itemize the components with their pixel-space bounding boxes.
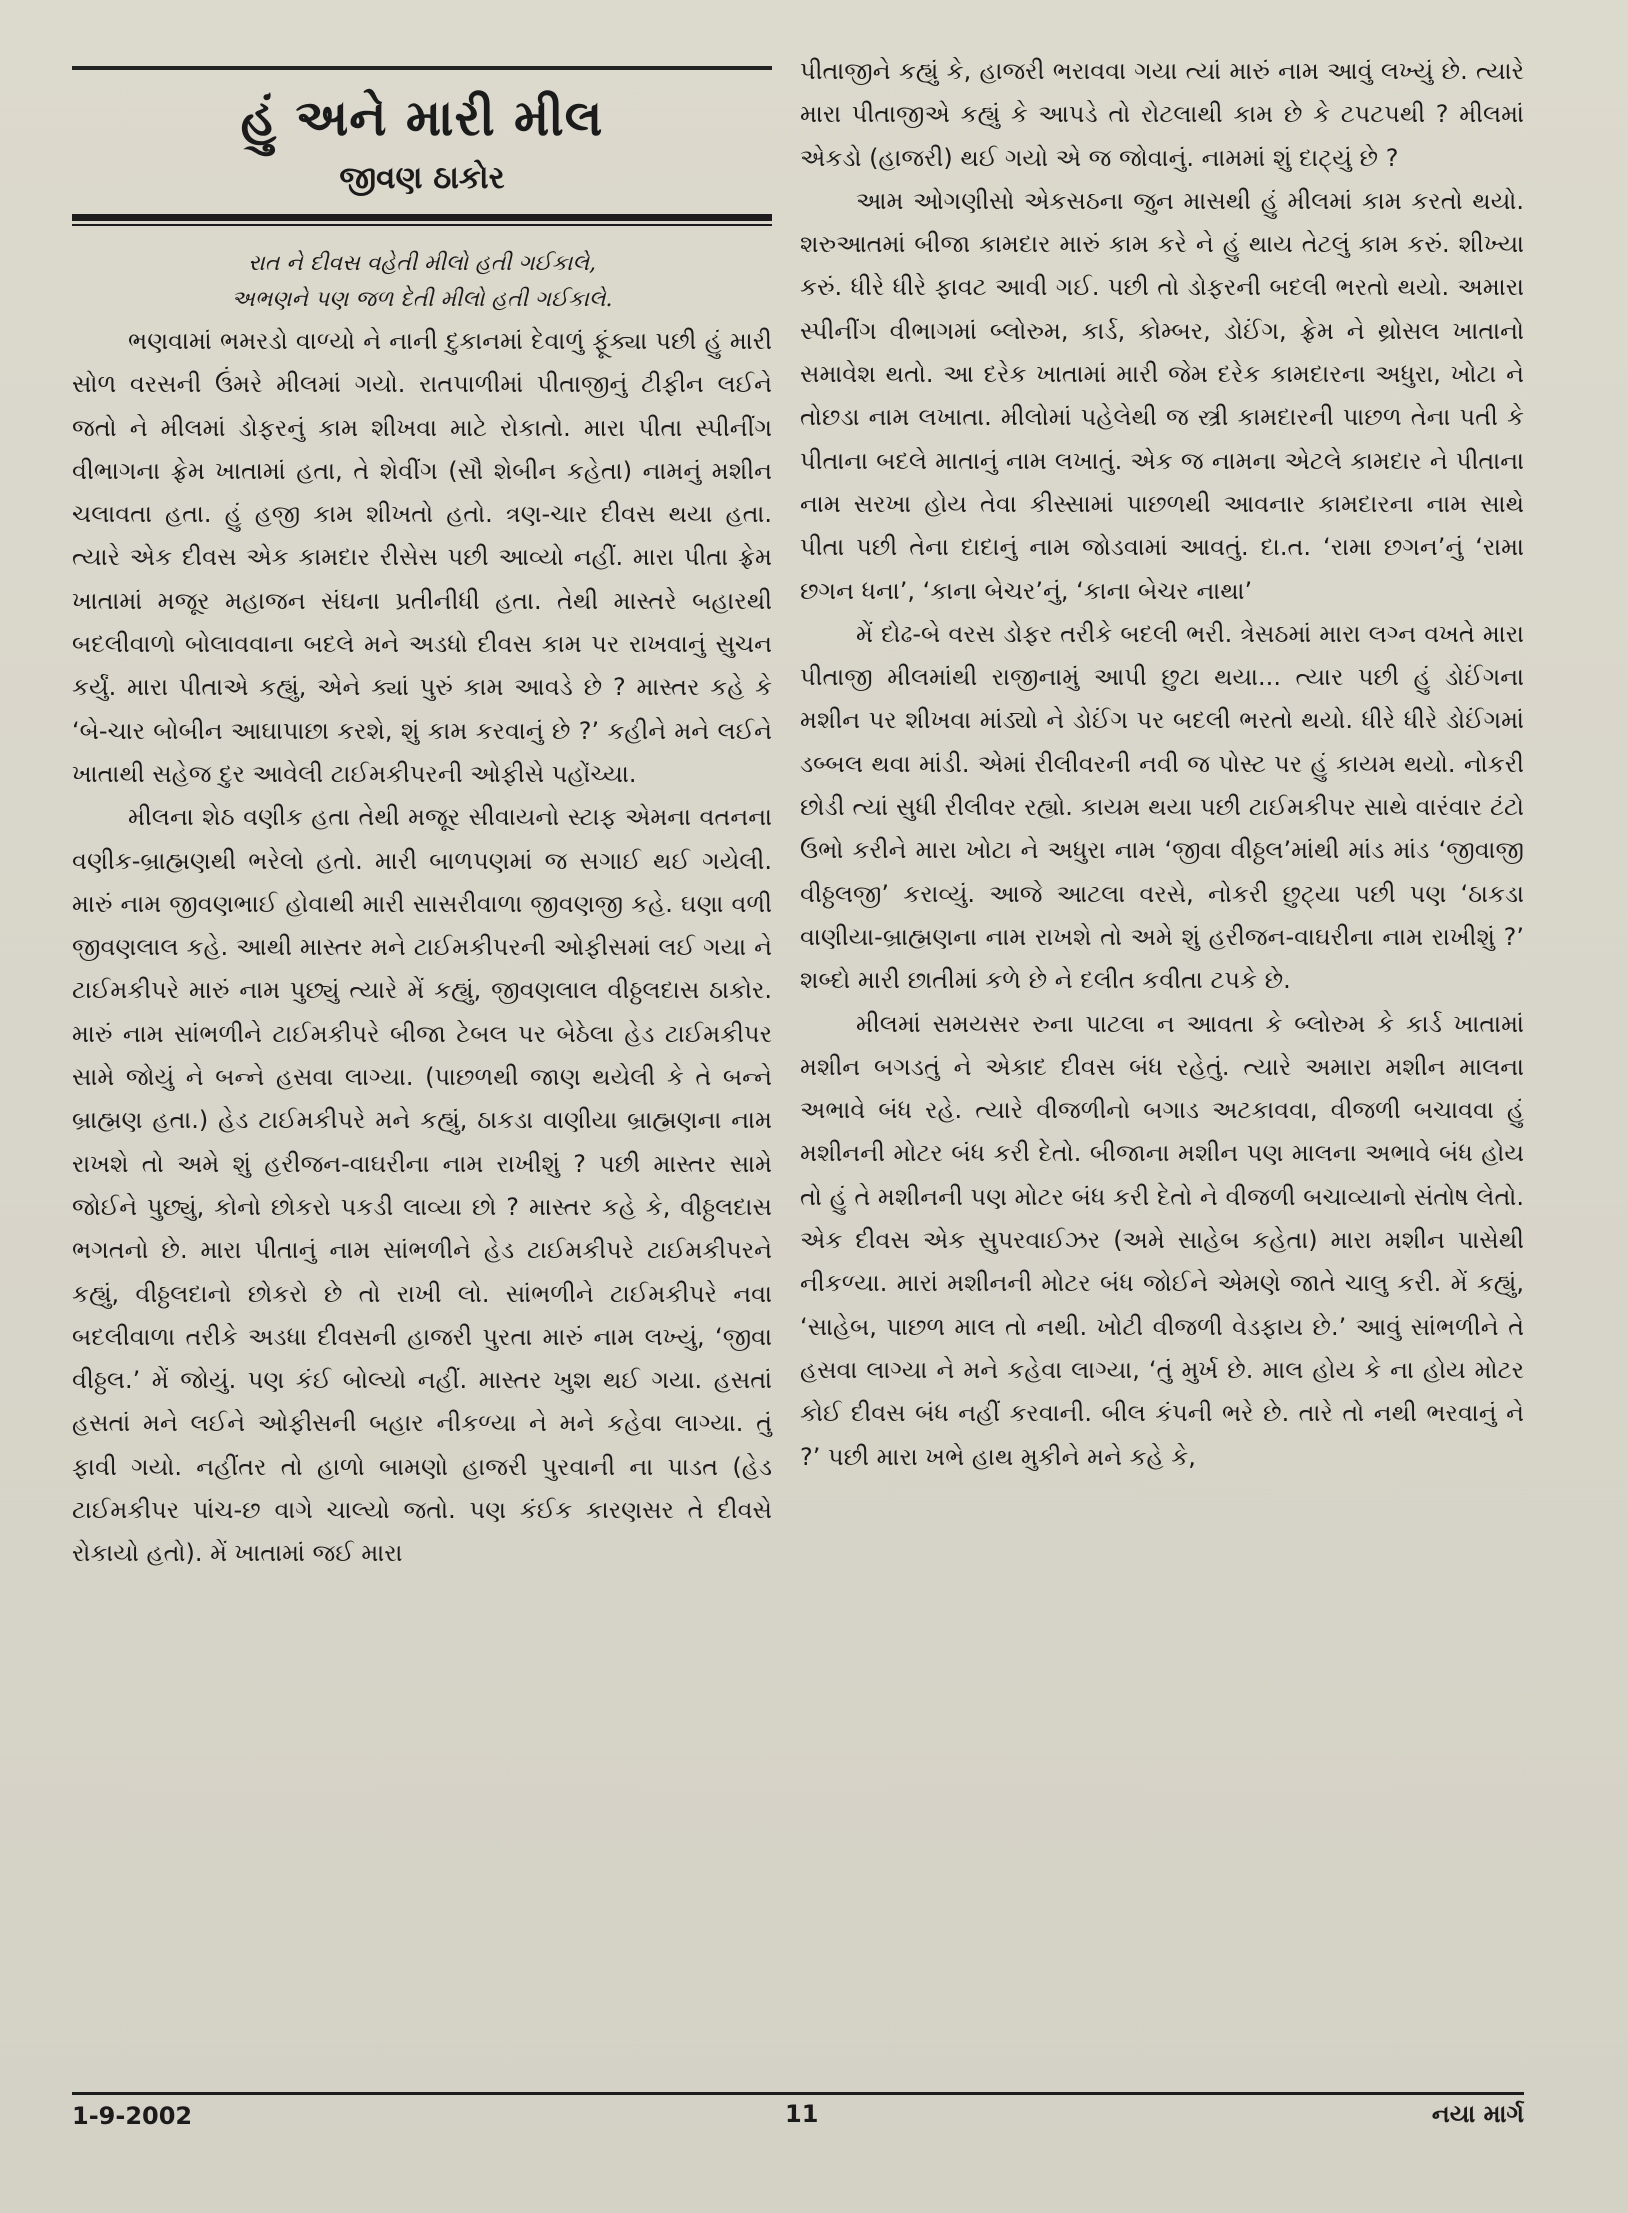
paragraph: મેં દોઢ-બે વરસ ડોફર તરીકે બદલી ભરી. ત્રેસઠમાં મારા લગ્ન વખતે મારા પીતાજી મીલમાંથી રાજીનામું આપી છુટા થયા... ત્યાર પછી હું ડોઈંગના મશીન પર શીખવા માંડ્યો ને ડોઈંગ પર બદલી ભરતો થયો. ધીરે ધીરે ડોઈંગમાં ડબ્બલ થવા માંડી. એમાં રીલીવરની નવી જ પોસ્ટ પર હું કાયમ થયો. નોકરી છોડી ત્યાં સુધી રીલીવર રહ્યો. કાયમ થયા પછી ટાઈમકીપર સાથે વારંવાર ટંટો ઉભો કરીને મારા ખોટા ને અધુરા નામ ‘જીવા વીઠ્ઠલ’માંથી માંડ માંડ ‘જીવાજી વીઠ્ઠલજી’ કરાવ્યું. આજે આટલા વરસે, નોકરી છુટ્યા પછી પણ ‘ઠાકડા વાણીયા-બ્રાહ્મણના નામ રાખશે તો અમે શું હરીજન-વાઘરીના નામ રાખીશું ?’ શબ્દો મારી છાતીમાં કળે છે ને દલીત કવીતા ટપકે છે. <box>800 619 1524 995</box>
title-bottom-rule <box>72 214 772 221</box>
paragraph: મીલના શેઠ વણીક હતા તેથી મજૂર સીવાયનો સ્ટાફ એમના વતનના વણીક-બ્રાહ્મણથી ભરેલો હતો. મારી બાળપણમાં જ સગાઈ થઈ ગયેલી. મારું નામ જીવણભાઈ હોવાથી મારી સાસરીવાળા જીવણજી કહે. ઘણા વળી જીવણલાલ કહે. આથી માસ્તર મને ટાઈમકીપરની ઓફીસમાં લઈ ગયા ને ટાઈમકીપરે મારું નામ પુછ્યું ત્યારે મેં કહ્યું, જીવણલાલ વીઠ્ઠલદાસ ઠાકોર. મારું નામ સાંભળીને ટાઈમકીપરે બીજા ટેબલ પર બેઠેલા હેડ ટાઈમકીપર સામે જોયું ને બન્ને હસવા લાગ્યા. (પાછળથી જાણ થયેલી કે તે બન્ને બ્રાહ્મણ હતા.) હેડ ટાઈમકીપરે મને કહ્યું, ઠાકડા વાણીયા બ્રાહ્મણના નામ રાખશે તો અમે શું હરીજન-વાઘરીના નામ રાખીશું ? પછી માસ્તર સામે જોઈને પુછ્યું, કોનો છોકરો પકડી લાવ્યા છો ? માસ્તર કહે કે, વીઠ્ઠલદાસ ભગતનો છે. મારા પીતાનું નામ સાંભળીને હેડ ટાઈમકીપરે ટાઈમકીપરને કહ્યું, વીઠ્ઠલદાનો છોકરો છે તો રાખી લો. સાંભળીને ટાઈમકીપરે નવા બદલીવાળા તરીકે અડધા દીવસની હાજરી પુરતા મારું નામ લખ્યું, ‘જીવા વીઠ્ઠલ.’ મેં જોયું. પણ કંઈ બોલ્યો નહીં. માસ્તર ખુશ થઈ ગયા. હસતાં હસતાં મને લઈને ઓફીસની બહાર નીકળ્યા ને મને કહેવા લાગ્યા. તું ફાવી ગયો. નહીંતર તો હાળો બામણો હાજરી પુરવાની ના પાડત (હેડ ટાઈમકીપર પાંચ-છ વાગે ચાલ્યો જતો. પણ કંઈક કારણસર તે દીવસે રોકાયો હતો). મેં ખાતામાં જઈ મારા <box>72 803 772 1568</box>
title-top-rule <box>72 66 772 70</box>
left-column <box>72 60 772 2090</box>
paragraph: પીતાજીને કહ્યું કે, હાજરી ભરાવવા ગયા ત્યાં મારું નામ આવું લખ્યું છે. ત્યારે મારા પીતાજીએ કહ્યું કે આપડે તો રોટલાથી કામ છે કે ટપટપથી ? મીલમાં એકડો (હાજરી) થઈ ગયો એ જ જોવાનું. નામમાં શું દાટ્યું છે ? <box>800 57 1524 172</box>
page-number: 11 <box>785 2100 819 2128</box>
epigraph-line-2: અભણને પણ જળ દેતી મીલો હતી ગઈકાલે. <box>231 287 613 312</box>
epigraph-line-1: રાત ને દીવસ વહેતી મીલો હતી ગઈકાલે, <box>247 251 597 276</box>
paragraph: મીલમાં સમયસર રુના પાટલા ન આવતા કે બ્લોરુમ કે કાર્ડ ખાતામાં મશીન બગડતું ને એકાદ દીવસ બંધ રહેતું. ત્યારે અમારા મશીન માલના અભાવે બંધ રહે. ત્યારે વીજળીનો બગાડ અટકાવવા, વીજળી બચાવવા હું મશીનની મોટર બંધ કરી દેતો. બીજાના મશીન પણ માલના અભાવે બંધ હોય તો હું તે મશીનની પણ મોટર બંધ કરી દેતો ને વીજળી બચાવ્યાનો સંતોષ લેતો. એક દીવસ એક સુપરવાઈઝર (અમે સાહેબ કહેતા) મારા મશીન પાસેથી નીકળ્યા. મારાં મશીનની મોટર બંધ જોઈને એમણે જાતે ચાલુ કરી. મેં કહ્યું, ‘સાહેબ, પાછળ માલ તો નથી. ખોટી વીજળી વેડફાય છે.’ આવું સાંભળીને તે હસવા લાગ્યા ને મને કહેવા લાગ્યા, ‘તું મુર્ખ છે. માલ હોય કે ના હોય મોટર કોઈ દીવસ બંધ નહીં કરવાની. બીલ કંપની ભરે છે. તારે તો નથી ભરવાનું ને ?’ પછી મારા ખભે હાથ મુકીને મને કહે કે, <box>800 1009 1524 1471</box>
footer-rule <box>72 2092 1524 2095</box>
article-title: હું અને મારી મીલ <box>240 88 604 147</box>
right-column <box>800 50 1524 2090</box>
title-bottom-thin-rule <box>72 224 772 226</box>
paragraph: આમ ઓગણીસો એકસઠના જુન માસથી હું મીલમાં કામ કરતો થયો. શરુઆતમાં બીજા કામદાર મારું કામ કરે ને હું થાય તેટલું કામ કરું. શીખ્યા કરું. ધીરે ધીરે ફાવટ આવી ગઈ. પછી તો ડોફરની બદલી ભરતો થયો. અમારા સ્પીનીંગ વીભાગમાં બ્લોરુમ, કાર્ડ, કોમ્બર, ડોઈંગ, ફ્રેમ ને થ્રોસલ ખાતાનો સમાવેશ થતો. આ દરેક ખાતામાં મારી જેમ દરેક કામદારના અધુરા, ખોટા ને તોછડા નામ લખાતા. મીલોમાં પહેલેથી જ સ્ત્રી કામદારની પાછળ તેના પતી કે પીતાના બદલે માતાનું નામ લખાતું. એક જ નામના એટલે કામદાર ને પીતાના નામ સરખા હોય તેવા કીસ્સામાં પાછળથી આવનાર કામદારના નામ સાથે પીતા પછી તેના દાદાનું નામ જોડવામાં આવતું. દા.ત. ‘રામા છગન’નું ‘રામા છગન ધના’, ‘કાના બેચર’નું, ‘કાના બેચર નાથા’ <box>800 186 1524 605</box>
paragraph: ભણવામાં ભમરડો વાળ્યો ને નાની દુકાનમાં દેવાળું ફૂંક્યા પછી હું મારી સોળ વરસની ઉંમરે મીલમાં ગયો. રાતપાળીમાં પીતાજીનું ટીફીન લઈને જતો ને મીલમાં ડોફરનું કામ શીખવા માટે રોકાતો. મારા પીતા સ્પીનીંગ વીભાગના ફ્રેમ ખાતામાં હતા, તે શેવીંગ (સૌ શેબીન કહેતા) નામનું મશીન ચલાવતા હતા. હું હજી કામ શીખતો હતો. ત્રણ-ચાર દીવસ થયા હતા. ત્યારે એક દીવસ એક કામદાર રીસેસ પછી આવ્યો નહીં. મારા પીતા ફ્રેમ ખાતામાં મજૂર મહાજન સંઘના પ્રતીનીધી હતા. તેથી માસ્તરે બહારથી બદલીવાળો બોલાવવાના બદલે મને અડધો દીવસ કામ પર રાખવાનું સુચન કર્યું. મારા પીતાએ કહ્યું, એને ક્યાં પુરું કામ આવડે છે ? માસ્તર કહે કે ‘બે-ચાર બોબીન આઘાપાછા કરશે, શું કામ કરવાનું છે ?’ કહીને મને લઈને ખાતાથી સહેજ દુર આવેલી ટાઈમકીપરની ઓફીસે પહોંચ્યા. <box>72 327 772 788</box>
issue-date: 1-9-2002 <box>72 2102 193 2130</box>
magazine-name: નયા માર્ગ <box>1431 2100 1524 2128</box>
article-author: જીવણ ઠાકોર <box>339 160 505 196</box>
